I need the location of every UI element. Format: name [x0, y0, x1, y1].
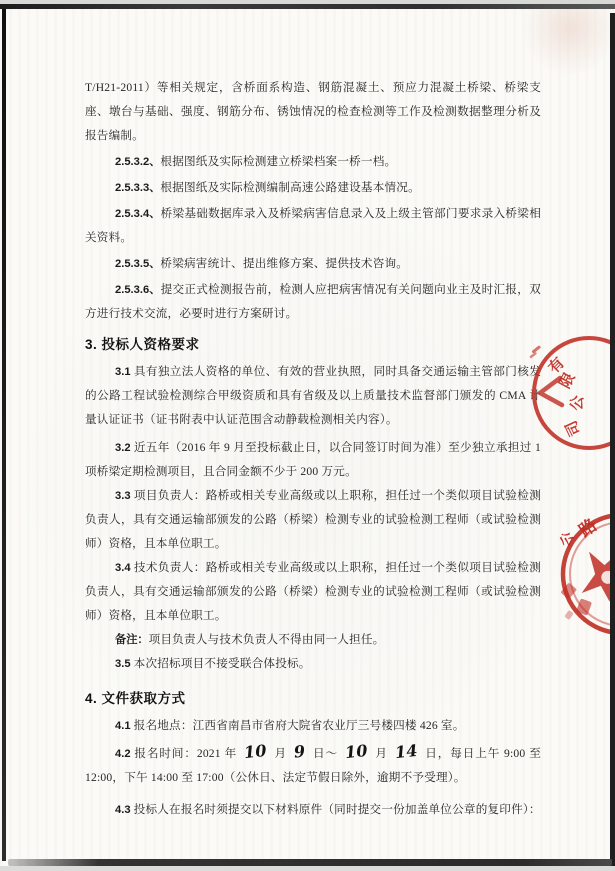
clause-number: 2.5.3.2、 — [115, 156, 161, 168]
paragraph-3-4 — [85, 556, 541, 628]
seal-smudge — [564, 610, 574, 620]
clause-text: 具有独立法人资格的单位、有效的营业执照，同时具备交通运输主管部门核发的公路工程试验检测综合甲级资质和具有省级及以上质量技术监督部门颁发的 CMA 计量认证证书（证书附表中认证范围含动静载检测相关内容）。 — [85, 365, 541, 426]
clause-number: 4.2 — [115, 748, 135, 760]
clause-number: 4.3 — [115, 804, 134, 816]
clause-text: 桥梁病害统计、提出维修方案、提供技术咨询。 — [160, 257, 409, 270]
clause-number: 3.3 — [115, 490, 134, 502]
page-edge-bottom — [8, 859, 612, 866]
paragraph-2-5-3-6 — [85, 278, 541, 326]
seal-character: 公 — [569, 394, 587, 412]
clause-text: 本次招标项目不接受联合体投标。 — [133, 657, 311, 670]
page-edge-top — [0, 4, 615, 9]
note-text: 项目负责人与技术负责人不得由同一人担任。 — [148, 633, 385, 646]
section-heading-4: 4. 文件获取方式 — [85, 691, 186, 706]
clause-text: 月 — [374, 747, 388, 760]
seal-character: 路 — [575, 515, 601, 541]
clause-text: 根据图纸及实际检测建立桥梁档案一桥一档。 — [160, 155, 397, 168]
note-label: 备注： — [115, 634, 149, 646]
paragraph-note — [85, 628, 541, 652]
company-seal — [518, 325, 615, 465]
clause-text: 近五年（2016 年 9 月至投标截止日，以合同签订时间为准）至少独立承担过 1 项桥梁定期检测项目，且合同金额不少于 200 万元。 — [85, 441, 541, 478]
clause-number: 2.5.3.5、 — [115, 258, 161, 270]
page-edge-right — [610, 13, 615, 866]
paragraph-2-5-3-3 — [85, 176, 541, 200]
paragraph-3-2 — [85, 436, 541, 484]
seal-character: 公 — [558, 530, 578, 550]
handwritten-day-end: 14 — [393, 740, 419, 763]
clause-text: 日，每日上午 9:00 至 12:00，下午 14:00 至 17:00（公休日、法定节假日除外，逾期不予受理）。 — [85, 747, 541, 784]
paragraph-4-1 — [85, 714, 541, 738]
clause-text: 日～ — [312, 747, 338, 760]
clause-text: 投标人在报名时须提交以下材料原件（同时提交一份加盖单位公章的复印件）： — [133, 803, 541, 816]
clause-number: 3.5 — [115, 658, 134, 670]
clause-text: 月 — [273, 747, 287, 760]
clause-number: 4.1 — [115, 720, 134, 732]
paragraph-4-3 — [85, 798, 541, 822]
clause-text: 报名地点：江西省南昌市省府大院省农业厅三号楼四楼 426 室。 — [133, 719, 465, 732]
handwritten-month-end: 10 — [344, 740, 369, 763]
document-body — [85, 76, 541, 822]
handwritten-day-start: 9 — [292, 741, 307, 762]
clause-text: 提交正式检测报告前，检测人应把病害情况有关问题向业主及时汇报，双方进行技术交流，必要时进行方案研讨。 — [85, 283, 541, 320]
road-seal — [545, 505, 615, 655]
seal-character: 有 — [546, 355, 568, 377]
paragraph-2-5-3-4 — [85, 202, 541, 250]
paragraph-3-1 — [85, 360, 541, 432]
clause-text: 根据图纸及实际检测编制高速公路建设基本情况。 — [160, 181, 420, 194]
page-edge-left — [2, 9, 6, 861]
seal-character: 限 — [557, 370, 579, 392]
seal-character: 司 — [563, 417, 585, 439]
clause-text: 技术负责人：路桥或相关专业高级或以上职称，担任过一个类似项目试验检测负责人，具有交通运输部颁发的公路（桥梁）检测专业的试验检测工程师（或试验检测师）资格，且本单位职工。 — [85, 561, 541, 622]
clause-number: 2.5.3.3、 — [115, 182, 161, 194]
page-edge-bottom-light — [0, 866, 615, 871]
seal-smudge — [531, 345, 541, 354]
paragraph-continued — [85, 76, 541, 148]
clause-text: 桥梁基础数据库录入及桥梁病害信息录入及上级主管部门要求录入桥梁相关资料。 — [85, 207, 541, 244]
paragraph-2-5-3-5 — [85, 252, 541, 276]
section-heading-3: 3. 投标人资格要求 — [85, 337, 200, 352]
clause-text: 项目负责人：路桥或相关专业高级或以上职称，担任过一个类似项目试验检测负责人，具有交通运输部颁发的公路（桥梁）检测专业的试验检测工程师（或试验检测师）资格，且本单位职工。 — [85, 489, 541, 550]
paragraph-text: T/H21-2011）等相关规定，含桥面系构造、钢筋混凝土、预应力混凝土桥梁、桥梁支座、墩台与基础、强度、钢筋分布、锈蚀情况的检查检测等工作及检测数据整理分析及报告编制。 — [85, 81, 541, 142]
paragraph-3-3 — [85, 484, 541, 556]
clause-number: 2.5.3.4、 — [115, 208, 161, 220]
handwritten-month-start: 10 — [243, 740, 268, 763]
paragraph-3-5 — [85, 652, 541, 676]
clause-text: 报名时间：2021 年 — [134, 747, 238, 760]
paragraph-2-5-3-2 — [85, 150, 541, 174]
clause-number: 3.1 — [115, 366, 134, 378]
paragraph-4-2 — [85, 742, 541, 790]
clause-number: 2.5.3.6、 — [115, 284, 161, 296]
clause-number: 3.4 — [115, 562, 134, 574]
clause-number: 3.2 — [115, 442, 134, 454]
